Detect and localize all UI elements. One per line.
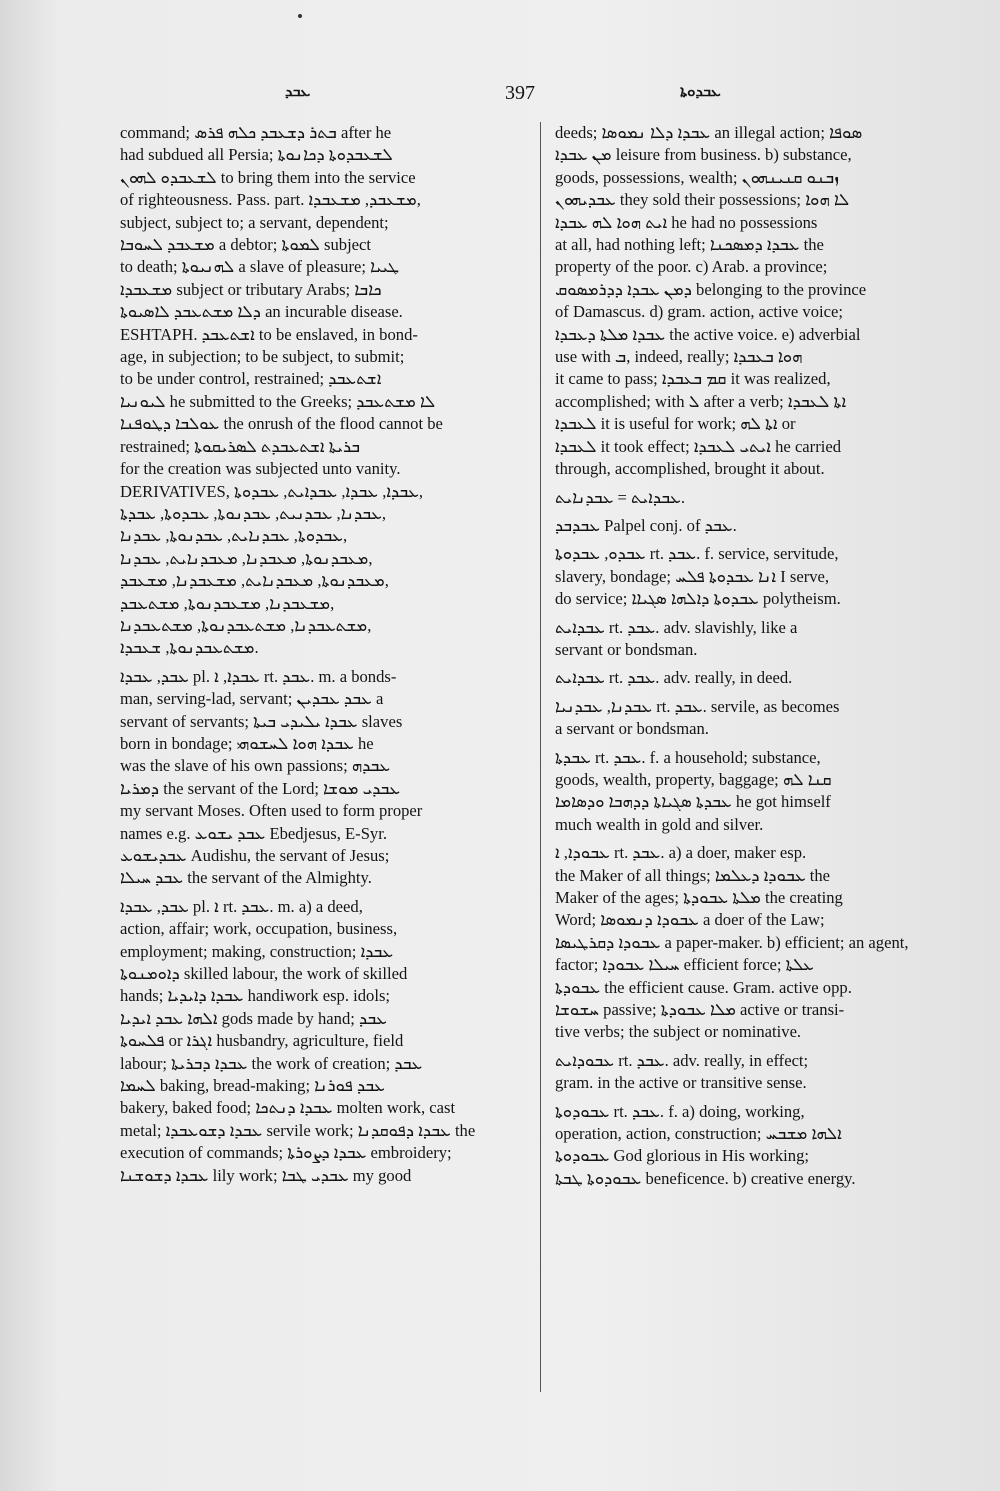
text-line: ܐܠܗܐ ܥܒܕ ܐܝܕܝܐ gods made by hand; ܥܒܕ bbox=[120, 1008, 387, 1028]
text-line: Maker of the ages; ܡܠܬܐ ܥܒܘܕܬܐ the creating bbox=[555, 888, 843, 907]
text-line: ܥܒܘܕܘܬܐ ܛܒܬܐ beneficence. b) creative energy. bbox=[555, 1168, 856, 1188]
text-line: ܡܫܬܥܒܕܢܘܬܐ, ܫܥܒܕܐ. bbox=[120, 638, 259, 658]
dictionary-entry bbox=[555, 842, 963, 1044]
text-line: ܥܒܕܐܝܬ rt. ܥܒܕ. adv. really, in deed. bbox=[555, 668, 793, 688]
text-line: ܥܒܘܕܬܐ the efficient cause. Gram. active opp. bbox=[555, 977, 852, 997]
dictionary-entry bbox=[555, 1101, 963, 1191]
text-line: ܥܒܕܘܬܐ, ܥܒܕܢܐܝܬ, ܥܒܕܢܘܬܐ, ܥܒܕܢܐ, bbox=[120, 526, 348, 546]
text-line: ܥܒܘܕܐ ܕܩܪܛܝܣܐ a paper-maker. b) efficient; an agent, bbox=[555, 932, 909, 952]
right-column bbox=[545, 122, 963, 1196]
text-line: ܥܒܕܢܐ, ܥܒܕܢܝܬ, ܥܒܕܢܘܬܐ, ܥܒܕܘܬܐ, ܥܒܕܬܐ, bbox=[120, 503, 387, 523]
text-line: operation, action, construction; ܐܠܗܐ ܡܫܒܚ bbox=[555, 1124, 842, 1144]
text-line: ܥܘܠܒܐ ܕܛܘܦܢܐ the onrush of the flood cannot be bbox=[120, 414, 443, 434]
text-line: much wealth in gold and silver. bbox=[555, 814, 764, 834]
entry-deed-continued bbox=[555, 122, 963, 481]
text-line: ESHTAPH. ܐܫܬܥܒܕ to be enslaved, in bond- bbox=[120, 324, 418, 344]
text-line: ܥܒܕܘ, ܥܒܕܘܬܐ rt. ܥܒܕ. f. service, servitude, bbox=[555, 544, 839, 564]
text-line: ܡܫܥܒܕ ܠܚܘܒܐ a debtor; ܠܡܘܬܐ subject bbox=[120, 235, 372, 255]
text-line: ܠܥܒܕܐ it took effect; ܐܝܬܝ ܠܥܒܕܐ he carried bbox=[555, 436, 841, 456]
text-line: of Damascus. d) gram. action, active voice; bbox=[555, 302, 843, 322]
text-line: to be under control, restrained; ܐܫܬܥܒܕ bbox=[120, 369, 382, 389]
text-line: ܥܒܕܬܐ ܣܓܝܐܬܐ ܕܕܗܒܐ ܘܕܣܐܡܐ he got himself bbox=[555, 792, 831, 812]
text-line: ܠܚܡܐ baking, bread-making; ܥܒܕ ܦܘܪܢܐ bbox=[120, 1076, 385, 1096]
text-line: ܕܠܐ ܡܫܬܥܒܕ ܠܐܣܝܘܬܐ an incurable disease. bbox=[120, 302, 403, 322]
text-line: tive verbs; the subject or nominative. bbox=[555, 1022, 802, 1042]
text-line: ܡܥܒܕܢܘܬܐ, ܡܥܒܕܢܐ, ܡܥܒܕܢܐܝܬ, ܥܒܕܢܐ, bbox=[120, 548, 373, 568]
ink-dot bbox=[298, 14, 302, 18]
text-line: my servant Moses. Often used to form proper bbox=[120, 801, 423, 821]
text-line: goods, possessions, wealth; ܙܒܢܘ ܩܢܝܢܗܘܢ bbox=[555, 167, 840, 187]
text-line: ܡܫܥܒܕܢܐ, ܡܫܥܒܕܢܘܬܐ, ܡܫܬܥܒܕ, bbox=[120, 593, 335, 613]
text-line: ܥܒܘܕܘܬܐ rt. ܥܒܕ. f. a) doing, working, bbox=[555, 1101, 805, 1121]
text-line: it came to pass; ܩܡ ܒܥܒܕܐ it was realized, bbox=[555, 369, 831, 389]
text-line: execution of commands; ܥܒܕܐ ܕܨܘܪܬܐ embroidery; bbox=[120, 1143, 452, 1163]
text-line: action, affair; work, occupation, business, bbox=[120, 919, 398, 939]
text-line: of righteousness. Pass. part. ܡܫܥܒܕ, ܡܫܥܒܕܐ, bbox=[120, 190, 421, 210]
text-line: the Maker of all things; ܥܒܘܕܐ ܕܥܠܡܐ the bbox=[555, 865, 831, 885]
entry-continuation bbox=[120, 122, 545, 660]
text-line: a servant or bondsman. bbox=[555, 719, 709, 739]
text-line: servant of servants; ܥܒܕܐ ܝܠܝܕܝ ܒܝܬܐ slaves bbox=[120, 711, 403, 731]
text-line: to death; ܠܗܢܝܘܬܐ a slave of pleasure; ܛܝܝܐ bbox=[120, 257, 400, 277]
text-line: slavery, bondage; ܐܢܐ ܥܒܕܘܬܐ ܦܠܚ I serve, bbox=[555, 566, 830, 586]
text-line: age, in subjection; to be subject, to submit; bbox=[120, 347, 405, 367]
running-head-left: ܥܒܕ bbox=[285, 82, 311, 100]
text-line: ܥܒܕܒܕ Palpel conj. of ܥܒܕ. bbox=[555, 515, 737, 535]
right-entries bbox=[555, 487, 963, 1191]
text-line: ܥܒܘܕܐ, ܐ rt. ܥܒܕ. a) a doer, maker esp. bbox=[555, 843, 807, 863]
text-line: servant or bondsman. bbox=[555, 639, 698, 659]
text-line: ܥܒܕܝܗܘܢ they sold their possessions; ܠܐ ܗܘܐ bbox=[555, 190, 850, 210]
text-line: use with ܒ, indeed, really; ܗܘܐ ܒܥܒܕܐ bbox=[555, 347, 803, 367]
text-line: command; ܒܬܪ ܕܫܥܒܕ ܟܠܗ ܦܪܣ after he bbox=[120, 123, 392, 142]
entry-bondsman bbox=[120, 666, 545, 890]
text-line: for the creation was subjected unto vanity. bbox=[120, 459, 401, 479]
text-line: ܥܒܕܝܫܘܥ Audishu, the servant of Jesus; bbox=[120, 846, 390, 865]
text-line: ܥܒܘܕܐܝܬ rt. ܥܒܕ. adv. really, in effect; bbox=[555, 1050, 809, 1070]
text-line: employment; making, construction; ܥܒܕܐ bbox=[120, 941, 394, 961]
text-line: gram. in the active or transitive sense. bbox=[555, 1073, 807, 1093]
text-line: ܕܐܘܡܢܘܬܐ skilled labour, the work of skilled bbox=[120, 964, 408, 984]
text-line: ܡܫܬܥܒܕܢܐ, ܡܫܬܥܒܕܢܘܬܐ, ܡܫܬܥܒܕܢܐ, bbox=[120, 615, 372, 635]
text-line: bakery, baked food; ܥܒܕܐ ܕܢܬܟܐ molten work, cast bbox=[120, 1098, 456, 1118]
dictionary-entry bbox=[555, 543, 963, 610]
text-line: accomplished; with ܠ after a verb; ܐܬܐ ܠܥܒܕܐ bbox=[555, 391, 847, 411]
text-line: ܥܒܕ ܚܝܠܐ the servant of the Almighty. bbox=[120, 868, 372, 888]
text-line: had subdued all Persia; ܠܫܥܒܕܘܬܐ ܕܟܐܢܘܬܐ bbox=[120, 145, 393, 165]
running-head-right: ܥܒܕܘܬܐ bbox=[680, 82, 721, 100]
text-line: ܡܫܥܒܕܐ subject or tributary Arabs; ܟܐܒܐ bbox=[120, 279, 382, 299]
text-line: factor; ܚܝܠܐ ܥܒܘܕܐ efficient force; ܥܠܬܐ bbox=[555, 955, 814, 975]
text-line: deeds; ܥܒܕܐ ܕܠܐ ܢܡܘܣܐ an illegal action; ܣܘܦܐ bbox=[555, 123, 863, 142]
text-line: was the slave of his own passions; ܥܒܕܗ bbox=[120, 756, 391, 776]
text-line: property of the poor. c) Arab. a province; bbox=[555, 257, 828, 277]
text-line: through, accomplished, brought it about. bbox=[555, 459, 825, 479]
text-line: do service; ܥܒܕܘܬܐ ܕܐܠܗܐ ܣܓܝܐܐ polytheism. bbox=[555, 589, 841, 609]
text-line: ܡܥܒܕܢܘܬܐ, ܡܥܒܕܢܐܝܬ, ܡܫܥܒܕܢܐ, ܡܫܥܒܕ, bbox=[120, 571, 389, 591]
text-line: ܕܡܢ ܥܒܕܐ ܕܕܪܡܣܘܩ belonging to the province bbox=[555, 279, 867, 299]
left-column bbox=[120, 122, 545, 1193]
page-number: 397 bbox=[505, 82, 535, 104]
text-line: ܠܫܥܒܕܘ ܠܗܘܢ to bring them into the service bbox=[120, 167, 416, 187]
text-line: Word; ܥܒܘܕܐ ܕܢܡܘܣܐ a doer of the Law; bbox=[555, 910, 825, 930]
text-line: DERIVATIVES, ܥܒܕܐ, ܥܒܕܐ, ܥܒܕܐܝܬ, ܥܒܕܘܬܐ, bbox=[120, 481, 424, 501]
text-line: labour; ܥܒܕܐ ܕܒܪܝܬܐ the work of creation; ܥܒܕ bbox=[120, 1053, 423, 1073]
entry-deed bbox=[120, 896, 545, 1187]
text-line: ܥܒܕ, ܥܒܕܐ pl. ܐ rt. ܥܒܕ. m. a) a deed, bbox=[120, 896, 363, 916]
text-line: names e.g. ܥܒܕ ܝܫܘܥ Ebedjesus, E-Syr. bbox=[120, 823, 387, 843]
text-line: ܚܫܘܫܐ passive; ܡܠܐ ܥܒܘܕܬܐ active or transi- bbox=[555, 1000, 845, 1020]
text-line: born in bondage; ܥܒܕܐ ܗܘܐ ܠܚܫܘܗܝ he bbox=[120, 733, 374, 753]
text-line: man, serving-lad, servant; ܥܒܕ ܥܒܕܝܢ a bbox=[120, 689, 384, 709]
dictionary-entry bbox=[555, 696, 963, 741]
dictionary-entry bbox=[555, 747, 963, 837]
text-line: ܥܒܕܐܝܬ rt. ܥܒܕ. adv. slavishly, like a bbox=[555, 617, 798, 637]
text-line: ܥܒܕܐ ܕܫܘܫܢܐ lily work; ܥܒܕܝ ܛܒܐ my good bbox=[120, 1165, 412, 1185]
dictionary-entry bbox=[555, 515, 963, 537]
text-line: ܡܢ ܥܒܕܐ leisure from business. b) substance, bbox=[555, 145, 852, 165]
text-line: ܥܒܕܬܐ rt. ܥܒܕ. f. a household; substance, bbox=[555, 747, 821, 767]
dictionary-entry bbox=[555, 487, 963, 509]
text-line: hands; ܥܒܕܐ ܕܐܝܕܝܐ handiwork esp. idols; bbox=[120, 986, 391, 1006]
text-line: ܦܠܚܘܬܐ or ܐܓܪܐ husbandry, agriculture, field bbox=[120, 1031, 404, 1051]
text-line: ܕܡܪܝܐ the servant of the Lord; ܥܒܕܝ ܡܘܫܐ bbox=[120, 778, 401, 798]
text-line: subject, subject to; a servant, dependent; bbox=[120, 212, 389, 232]
text-line: goods, wealth, property, baggage; ܩܢܐ ܠܗ bbox=[555, 769, 832, 789]
text-line: ܥܒܕܢܐ, ܥܒܕܢܝܐ rt. ܥܒܕ. servile, as becomes bbox=[555, 696, 840, 716]
text-line: ܠܝܘܢܝܐ he submitted to the Greeks; ܠܐ ܡܫܬܥܒܕ bbox=[120, 391, 436, 411]
text-line: ܥܒܕ, ܥܒܕܐ pl. ܥܒܕܐ, ܐ rt. ܥܒܕ. m. a bonds- bbox=[120, 666, 397, 686]
text-line: ܥܒܕܐܝܬ = ܥܒܕܢܐܝܬ. bbox=[555, 487, 685, 507]
text-line: ܥܒܘܕܘܬܐ God glorious in His working; bbox=[555, 1146, 809, 1166]
dictionary-entry bbox=[555, 667, 963, 689]
text-line: at all, had nothing left; ܥܒܕܐ ܕܡܣܟܢܐ the bbox=[555, 235, 824, 255]
text-line: ܠܥܒܕܐ it is useful for work; ܐܬܐ ܠܗ or bbox=[555, 414, 796, 434]
dictionary-entry bbox=[555, 617, 963, 662]
dictionary-entry bbox=[555, 1050, 963, 1095]
text-line: metal; ܥܒܕܐ ܕܫܘܥܒܕܐ servile work; ܥܒܕܐ ܕܦܘܩܕܢܐ the bbox=[120, 1120, 476, 1140]
text-line: ܥܒܕܐ ܡܠܬܐ ܕܥܒܕܐ the active voice. e) adverbial bbox=[555, 324, 861, 344]
text-line: ܐܝܬ ܗܘܐ ܠܗ ܥܒܕܐ he had no possessions bbox=[555, 212, 818, 232]
text-line: restrained; ܒܪܝܬܐ ܐܫܬܥܒܕܬ ܠܣܪܝܩܘܬܐ bbox=[120, 436, 361, 456]
